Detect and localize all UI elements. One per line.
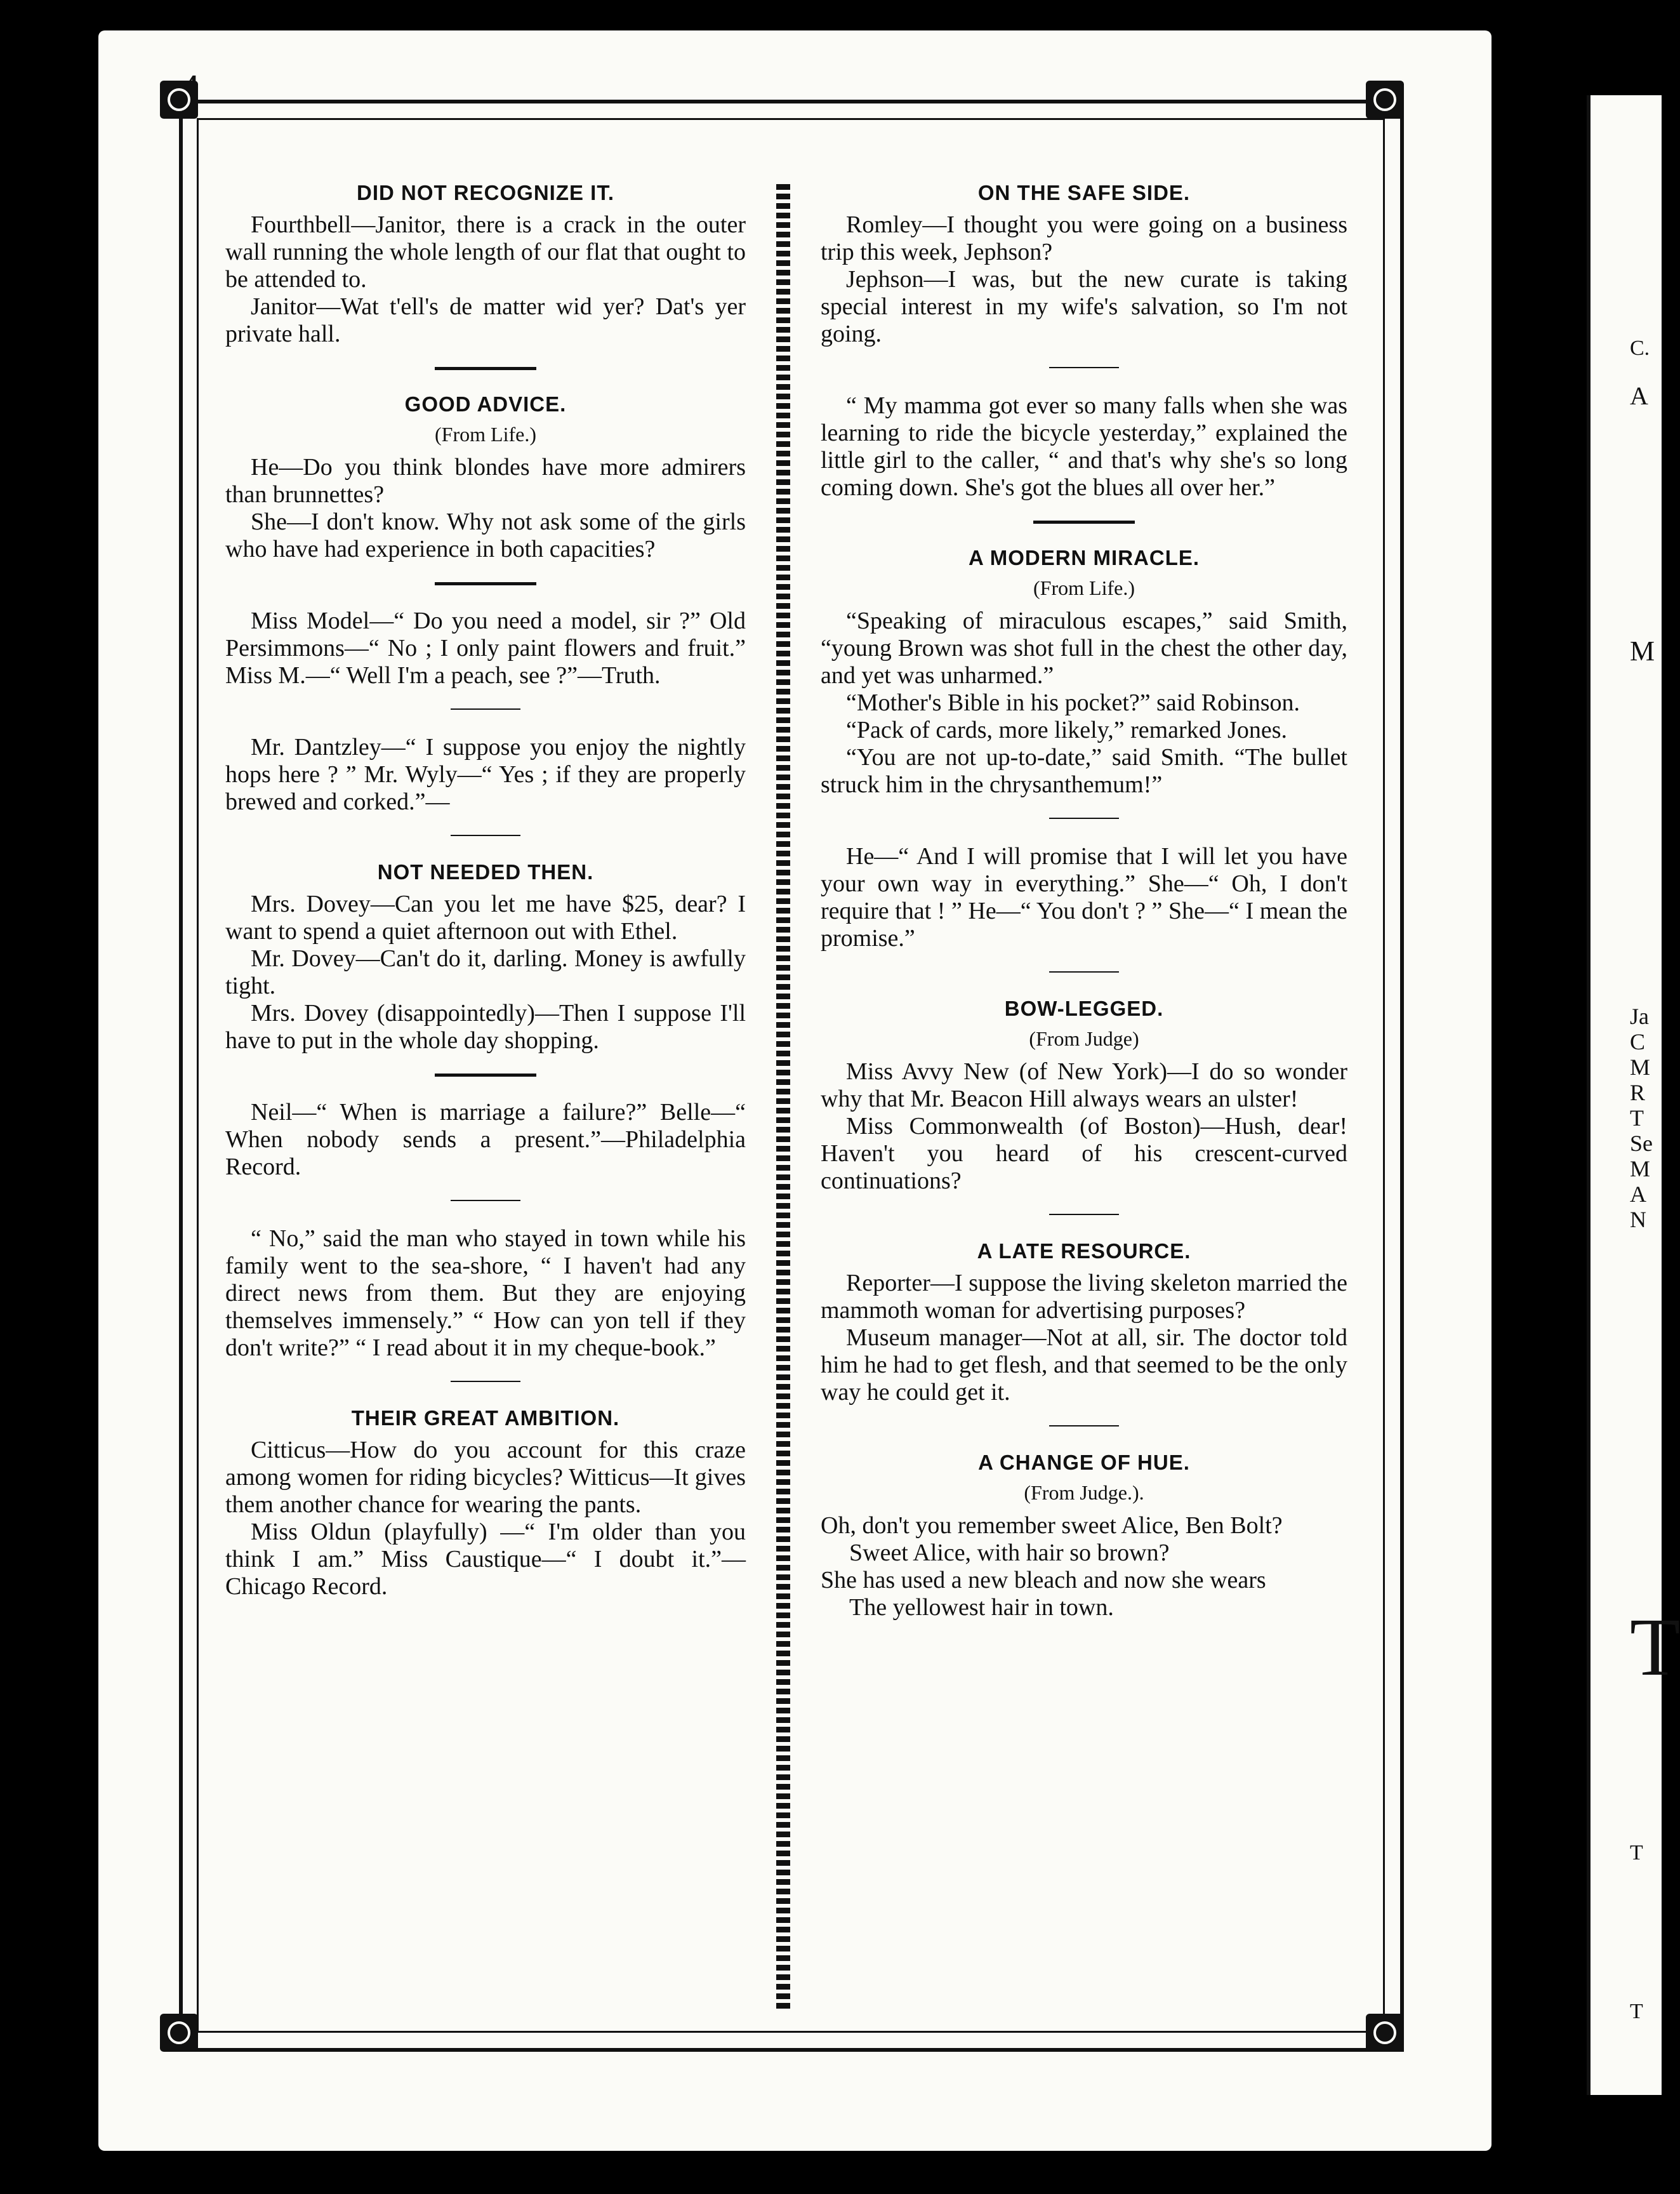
article-paragraph: “You are not up-to-date,” said Smith. “The bullet struck him in the chrysanthemum!” [821, 744, 1347, 798]
rule-line [451, 835, 520, 836]
rule-line [1049, 818, 1119, 819]
article-heading: A CHANGE OF HUE. [978, 1451, 1190, 1474]
corner-ornament-bottom-left [160, 2014, 198, 2052]
article-paragraph: Museum manager—Not at all, sir. The doctor told him he had to get flesh, and that seemed to be the only way he could get it. [821, 1324, 1347, 1406]
article-heading: BOW-LEGGED. [1004, 997, 1164, 1020]
adjacent-page-fragment: T [1630, 1602, 1680, 1693]
article-paragraph: Neil—“ When is marriage a failure?” Belle—“ When nobody sends a present.”—Philadelphia Record. [225, 1099, 746, 1180]
verse-line: Sweet Alice, with hair so brown? [849, 1539, 1170, 1566]
rule-line [435, 1074, 536, 1077]
article-paragraph: Jephson—I was, but the new curate is taking special interest in my wife's salvation, so I'm not going. [821, 266, 1347, 347]
rule-line [451, 1381, 520, 1382]
article-paragraph: Miss Avvy New (of New York)—I do so wonder why that Mr. Beacon Hill always wears an ulster! [821, 1058, 1347, 1112]
rule-line [435, 367, 536, 370]
corner-ornament-top-left [160, 81, 198, 119]
article-paragraph: Citticus—How do you account for this craze among women for riding bicycles? Witticus—It gives them another chance for wearing the pants. [225, 1437, 746, 1518]
rule-line [435, 582, 536, 585]
article-paragraph: Fourthbell—Janitor, there is a crack in the outer wall running the whole length of our flat that ought to be attended to. [225, 211, 746, 293]
adjacent-page-fragment: T [1630, 2000, 1643, 2023]
section-rule [821, 1406, 1347, 1451]
section-rule [225, 348, 746, 392]
section-rule [821, 502, 1347, 546]
section-rule [821, 1195, 1347, 1239]
section-rule [225, 1181, 746, 1225]
article-paragraph: “Pack of cards, more likely,” remarked Jones. [846, 717, 1287, 743]
article-paragraph: Miss Commonwealth (of Boston)—Hush, dear! Haven't you heard of his crescent-curved continuations? [821, 1113, 1347, 1194]
article-paragraph: Reporter—I suppose the living skeleton married the mammoth woman for advertising purposes? [821, 1270, 1347, 1324]
article-paragraph: Mrs. Dovey—Can you let me have $25, dear? I want to spend a quiet afternoon out with Ethel. [225, 891, 746, 945]
adjacent-page-fragment: C [1630, 1029, 1646, 1054]
adjacent-page-fragment: C. [1630, 336, 1650, 360]
section-rule [821, 799, 1347, 843]
article-paragraph: Mr. Dantzley—“ I suppose you enjoy the nightly hops here ? ” Mr. Wyly—“ Yes ; if they are properly brewed and corked.”— [225, 734, 746, 815]
article-paragraph: Janitor—Wat t'ell's de matter wid yer? Dat's yer private hall. [225, 293, 746, 347]
rule-line [451, 1200, 520, 1201]
article-heading: DID NOT RECOGNIZE IT. [356, 181, 614, 204]
article-paragraph: She—I don't know. Why not ask some of the girls who have had experience in both capacities? [225, 509, 746, 562]
adjacent-page-fragment: M [1630, 635, 1655, 667]
article-source: (From Life.) [435, 423, 536, 446]
adjacent-page-fragment: A [1630, 1181, 1646, 1207]
section-rule [225, 689, 746, 734]
adjacent-page-fragment: M [1630, 1156, 1651, 1181]
article-heading: GOOD ADVICE. [404, 392, 567, 416]
rule-line [1049, 1425, 1119, 1426]
right-column [821, 181, 1347, 1621]
section-rule [821, 952, 1347, 997]
article-heading: A LATE RESOURCE. [977, 1239, 1191, 1263]
article-paragraph: Romley—I thought you were going on a business trip this week, Jephson? [821, 211, 1347, 265]
article-heading: NOT NEEDED THEN. [377, 860, 594, 884]
left-column [225, 181, 746, 1600]
article-paragraph: Miss Model—“ Do you need a model, sir ?” Old Persimmons—“ No ; I only paint flowers and fruit.” Miss M.—“ Well I'm a peach, see ?”—Truth. [225, 608, 746, 689]
article-paragraph: “ My mamma got ever so many falls when she was learning to ride the bicycle yesterday,” explained the little girl to the caller, “ and that's why she's so long coming down. She's got the blues all over her.” [821, 392, 1347, 501]
verse-line: Oh, don't you remember sweet Alice, Ben Bolt? [821, 1512, 1283, 1539]
adjacent-page-fragment: A [1630, 382, 1648, 410]
article-paragraph: He—Do you think blondes have more admirers than brunnettes? [225, 454, 746, 508]
rule-line [1049, 1214, 1119, 1215]
section-rule [821, 348, 1347, 392]
article-paragraph: He—“ And I will promise that I will let you have your own way in everything.” She—“ Oh, I don't require that ! ” He—“ You don't ? ” She—“ I mean the promise.” [821, 843, 1347, 952]
adjacent-page-fragment: N [1630, 1207, 1646, 1232]
column-divider [776, 184, 790, 2012]
article-heading: THEIR GREAT AMBITION. [351, 1406, 620, 1430]
adjacent-page-fragment: R [1630, 1080, 1646, 1105]
article-heading: ON THE SAFE SIDE. [977, 181, 1191, 204]
corner-ornament-top-right [1366, 81, 1404, 119]
adjacent-page-fragment: M [1630, 1054, 1651, 1080]
corner-ornament-bottom-right [1366, 2014, 1404, 2052]
article-paragraph: “ No,” said the man who stayed in town while his family went to the sea-shore, “ I haven't had any direct news from them. But they are enjoying themselves immensely.” “ How can yon tell if they don't write?” “ I read about it in my cheque-book.” [225, 1225, 746, 1361]
rule-line [1049, 971, 1119, 973]
verse-line: The yellowest hair in town. [849, 1594, 1114, 1621]
article-heading: A MODERN MIRACLE. [968, 546, 1200, 569]
section-rule [225, 816, 746, 860]
adjacent-page-fragment: Se [1630, 1131, 1653, 1156]
article-paragraph: Mr. Dovey—Can't do it, darling. Money is awfully tight. [225, 945, 746, 999]
adjacent-page-fragment: T [1630, 1841, 1643, 1865]
article-paragraph: “Mother's Bible in his pocket?” said Robinson. [846, 689, 1300, 716]
section-rule [225, 563, 746, 608]
adjacent-page-fragment: T [1630, 1105, 1644, 1131]
adjacent-page-fragment: Ja [1630, 1004, 1649, 1029]
article-source: (From Judge.). [1024, 1481, 1144, 1504]
article-paragraph: Miss Oldun (playfully) —“ I'm older than you think I am.” Miss Caustique—“ I doubt it.”—Chicago Record. [225, 1519, 746, 1600]
verse-line: She has used a new bleach and now she wears [821, 1567, 1266, 1593]
section-rule [225, 1054, 746, 1099]
rule-line [451, 708, 520, 710]
rule-line [1049, 367, 1119, 368]
article-paragraph: “Speaking of miraculous escapes,” said Smith, “young Brown was shot full in the chest the other day, and yet was unharmed.” [821, 608, 1347, 689]
section-rule [225, 1362, 746, 1406]
article-source: (From Life.) [1033, 576, 1135, 599]
article-source: (From Judge) [1029, 1027, 1139, 1050]
rule-line [1033, 521, 1135, 524]
article-paragraph: Mrs. Dovey (disappointedly)—Then I suppose I'll have to put in the whole day shopping. [225, 1000, 746, 1054]
